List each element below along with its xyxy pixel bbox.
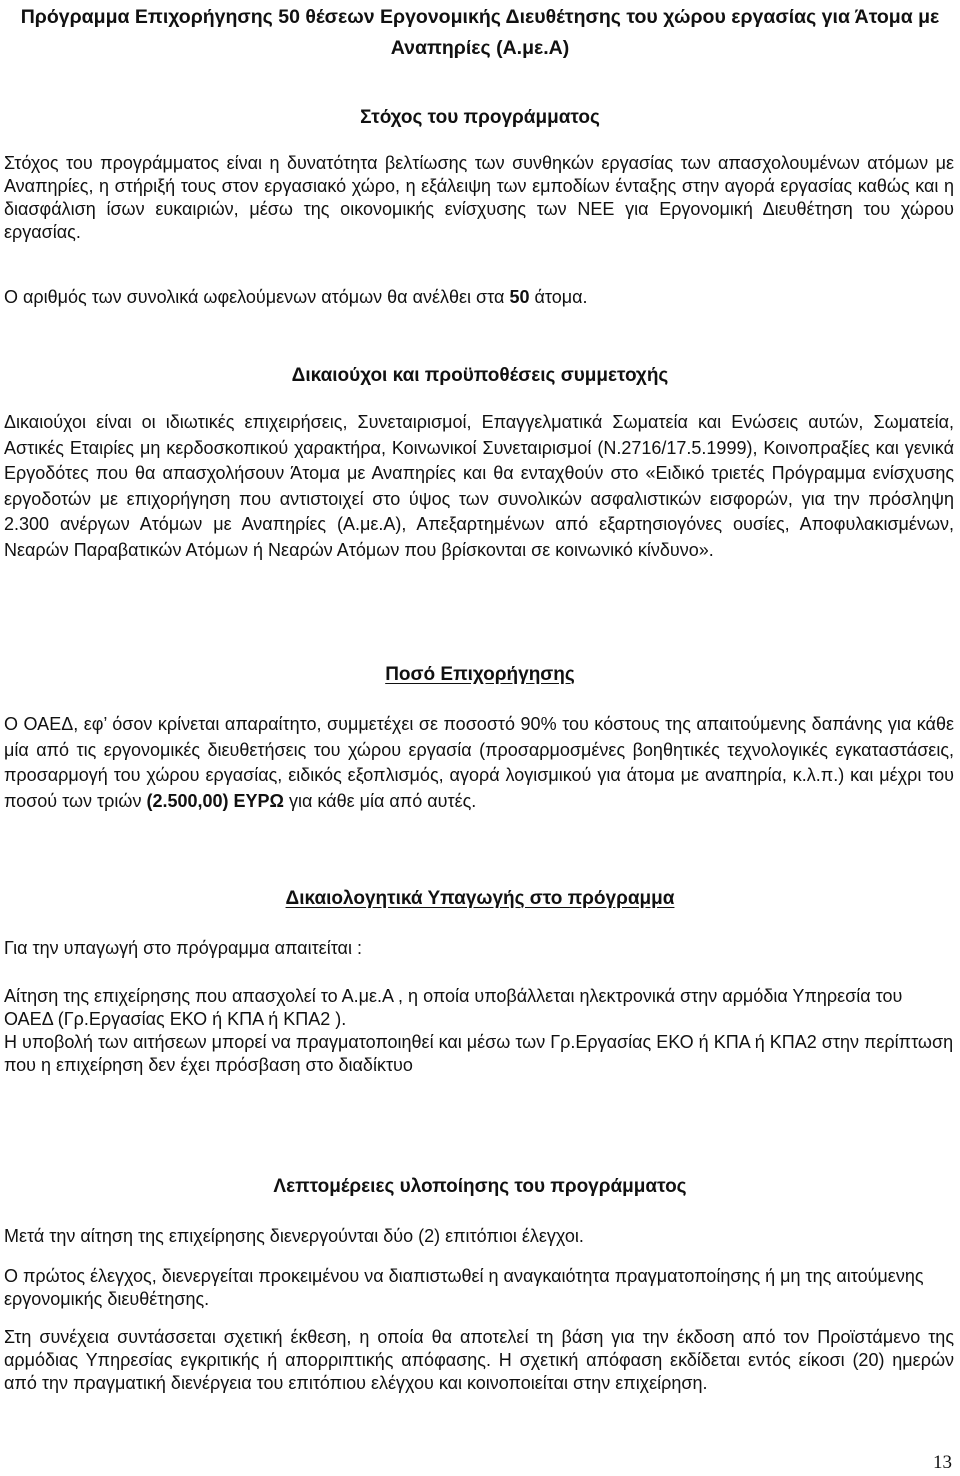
documents-line-1: Αίτηση της επιχείρησης που απασχολεί το Α.με.Α , η οποία υποβάλλεται ηλεκτρονικά στην αρμόδια Υπηρεσία του ΟΑΕΔ (Γρ.Εργασίας ΕΚΟ ή ΚΠΑ ή ΚΠΑ2 ). <box>4 986 903 1029</box>
funding-paragraph <box>4 712 954 814</box>
implementation-paragraph-3: Στη συνέχεια συντάσσεται σχετική έκθεση, η οποία θα αποτελεί τη βάση για την έκδοση από τον Προϊστάμενο της αρμόδιας Υπηρεσίας εγκριτικής ή απορριπτικής απόφασης. Η σχετική απόφαση εκδίδεται εντός είκοσι (20) ημερών από την πραγματική διενέργεια του επιτόπιου ελέγχου και κοινοποιείται στην επιχείρηση. <box>4 1327 954 1393</box>
funding-text-end: για κάθε μία από αυτές. <box>283 790 477 811</box>
documents-line-2: Η υποβολή των αιτήσεων μπορεί να πραγματοποιηθεί και μέσω των Γρ.Εργασίας ΕΚΟ ή ΚΠΑ ή ΚΠΑ2 στην περίπτωση που η επιχείρηση δεν έχει πρόσβαση στο διαδίκτυο <box>4 1032 954 1075</box>
goal-heading: Στόχος του προγράμματος <box>360 107 600 128</box>
document-title: Πρόγραμμα Επιχορήγησης 50 θέσεων Εργονομικής Διευθέτησης του χώρου εργασίας για Άτομα με Αναπηρίες (Α.με.Α) <box>20 6 940 59</box>
count-prefix: Ο αριθμός των συνολικά ωφελούμενων ατόμων θα ανέλθει στα <box>4 287 510 307</box>
eligibility-heading: Δικαιούχοι και προϋποθέσεις συμμετοχής <box>291 365 669 386</box>
count-suffix: άτομα. <box>529 287 588 307</box>
funding-heading <box>0 663 960 687</box>
documents-heading-text: Δικαιολογητικά Υπαγωγής στο πρόγραμμα <box>285 888 675 909</box>
documents-intro: Για την υπαγωγή στο πρόγραμμα απαιτείται : <box>4 938 362 958</box>
funding-heading-text: Ποσό Επιχορήγησης <box>385 664 575 685</box>
funding-amount: (2.500,00) ΕΥΡΩ <box>146 790 284 811</box>
documents-heading <box>0 887 960 911</box>
page-number: 13 <box>933 1452 952 1473</box>
eligibility-paragraph: Δικαιούχοι είναι οι ιδιωτικές επιχειρήσεις, Συνεταιρισμοί, Επαγγελματικά Σωματεία και Ενώσεις αυτών, Σωματεία, Αστικές Εταιρίες μη κερδοσκοπικού χαρακτήρα, Κοινωνικοί Συνεταιρισμοί (Ν.2716/17.5.1999), Κοινοπραξίες και γενικά Εργοδότες που θα απασχολήσουν Άτομα με Αναπηρίες και θα ενταχθούν στο «Ειδικό τριετές Πρόγραμμα ενίσχυσης εργοδοτών με επιχορήγηση που αντιστοιχεί στο ύψος των συνολικών ασφαλιστικών εισφορών, για την πρόσληψη 2.300 ανέργων Ατόμων με Αναπηρίες (Α.με.Α), Απεξαρτημένων από εξαρτησιογόνες ουσίες, Αποφυλακισμένων, Νεαρών Παραβατικών Ατόμων ή Νεαρών Ατόμων που βρίσκονται σε κοινωνικό κίνδυνο». <box>4 412 954 560</box>
beneficiaries-count <box>4 286 954 309</box>
funding-text: Ο ΟΑΕΔ, εφ’ όσον κρίνεται απαραίτητο, συμμετέχει σε ποσοστό 90% του κόστους της απαιτούμενης δαπάνης για κάθε μία από τις εργονομικές διευθετήσεις του χώρου εργασία (προσαρμοσμένες βοηθητικές τεχνολογικές εγκαταστάσεις, προσαρμογή του χώρου εργασίας, ειδικός εξοπλισμός, αγορά λογισμικού για άτομα με αναπηρία, κ.λ.π.) και μέχρι του ποσού των τριών <box>4 714 954 811</box>
implementation-paragraph-1: Μετά την αίτηση της επιχείρησης διενεργούνται δύο (2) επιτόπιοι έλεγχοι. <box>4 1226 584 1246</box>
implementation-paragraph-2: Ο πρώτος έλεγχος, διενεργείται προκειμένου να διαπιστωθεί η αναγκαιότητα πραγματοποίησης ή μη της αιτούμενης εργονομικής διευθέτησης. <box>4 1266 924 1309</box>
count-value: 50 <box>509 287 530 307</box>
implementation-heading: Λεπτομέρειες υλοποίησης του προγράμματος <box>273 1176 687 1197</box>
goal-paragraph: Στόχος του προγράμματος είναι η δυνατότητα βελτίωσης των συνθηκών εργασίας των απασχολουμένων ατόμων με Αναπηρίες, η στήριξή τους στον εργασιακό χώρο, η εξάλειψη των εμποδίων ένταξης στην αγορά εργασίας καθώς και η διασφάλιση ίσων ευκαιριών, μέσω της οικονομικής ενίσχυσης των ΝΕΕ για Εργονομική Διευθέτηση του χώρου εργασίας. <box>4 153 954 242</box>
